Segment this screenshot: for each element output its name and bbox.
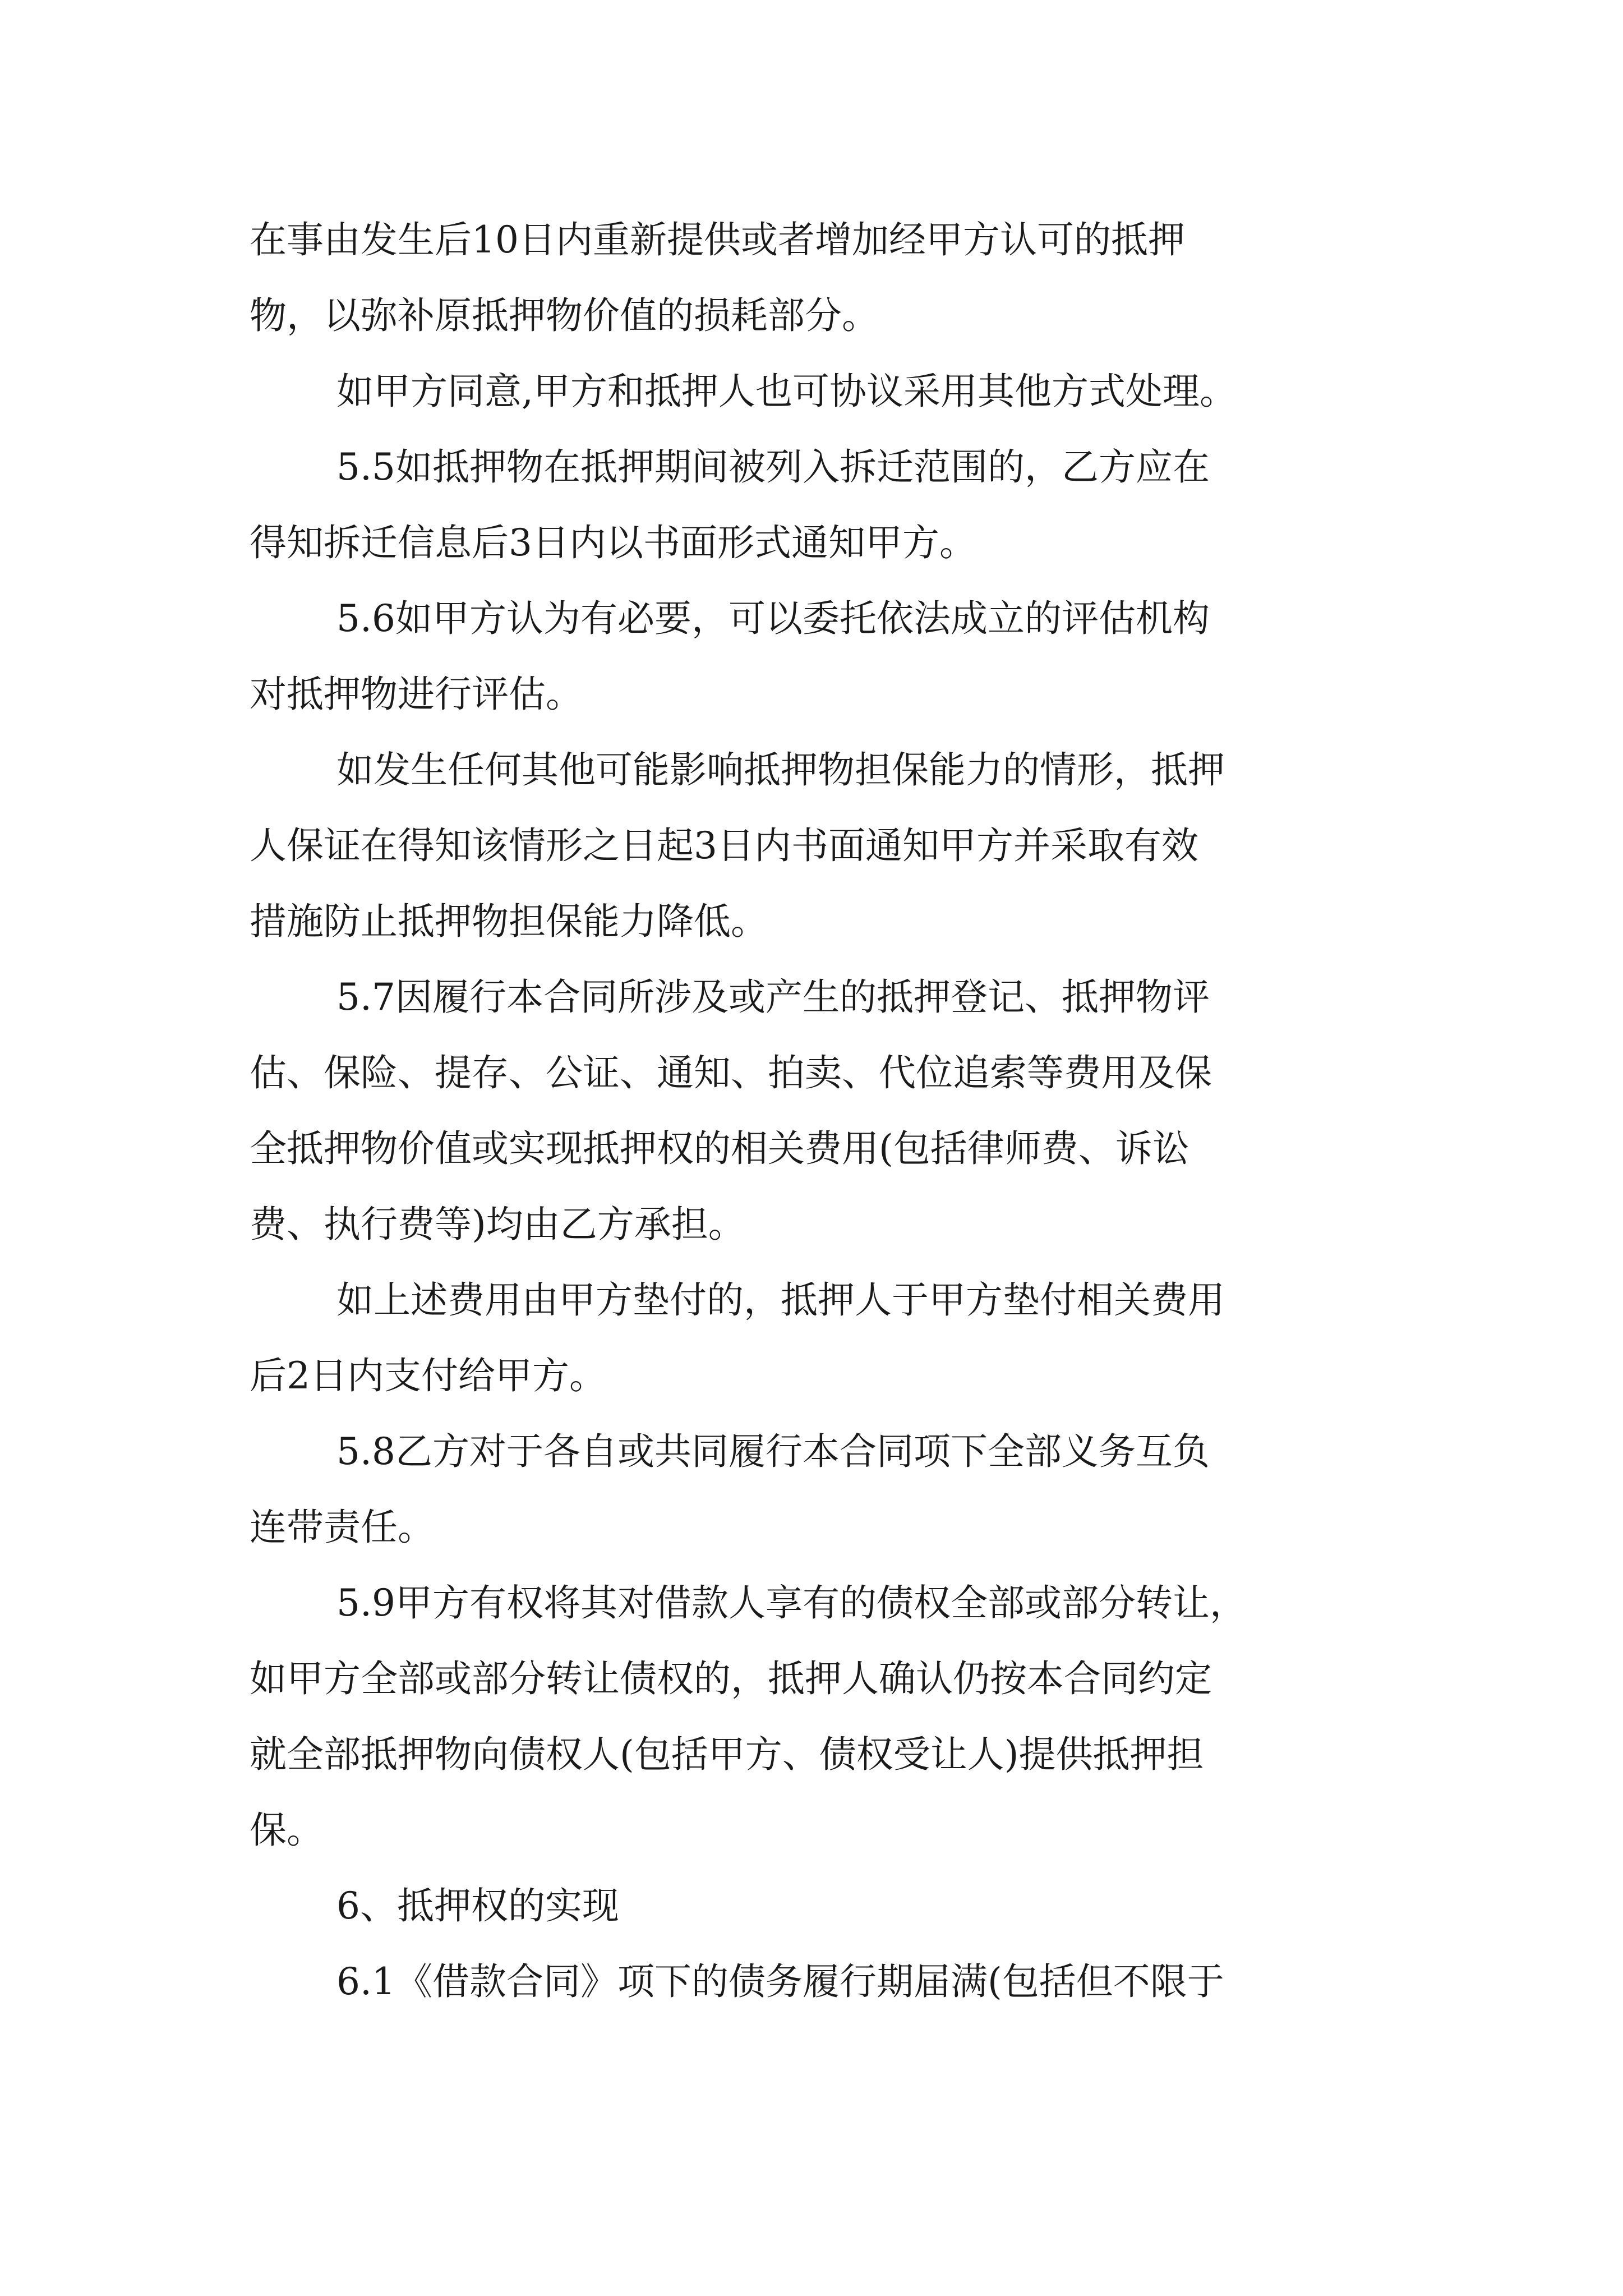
- text-line: 6.1《借款合同》项下的债务履行期届满(包括但不限于: [336, 1960, 1224, 2003]
- text-line: 费、执行费等)均由乙方承担。: [250, 1203, 745, 1246]
- text-line: 如甲方同意,甲方和抵押人也可协议采用其他方式处理。: [336, 370, 1237, 413]
- text-line: 估、保险、提存、公证、通知、拍卖、代位追索等费用及保: [250, 1051, 1212, 1094]
- text-line: 5.5如抵押物在抵押期间被列入拆迁范围的，乙方应在: [336, 445, 1210, 489]
- text-line: 保。: [250, 1809, 324, 1852]
- text-line: 就全部抵押物向债权人(包括甲方、债权受让人)提供抵押担: [250, 1733, 1204, 1776]
- text-line: 5.7因履行本合同所涉及或产生的抵押登记、抵押物评: [336, 976, 1210, 1019]
- text-line: 如发生任何其他可能影响抵押物担保能力的情形，抵押: [336, 748, 1225, 792]
- text-line: 物，以弥补原抵押物价值的损耗部分。: [250, 294, 879, 337]
- text-line: 5.6如甲方认为有必要，可以委托依法成立的评估机构: [336, 597, 1210, 640]
- text-line: 人保证在得知该情形之日起3日内书面通知甲方并采取有效: [250, 824, 1198, 867]
- section-heading: 6、抵押权的实现: [336, 1884, 619, 1927]
- text-line: 连带责任。: [250, 1506, 435, 1549]
- text-line: 全抵押物价值或实现抵押权的相关费用(包括律师费、诉讼: [250, 1127, 1189, 1170]
- text-line: 措施防止抵押物担保能力降低。: [250, 900, 768, 943]
- text-line: 对抵押物进行评估。: [250, 673, 583, 716]
- text-line: 5.8乙方对于各自或共同履行本合同项下全部义务互负: [336, 1430, 1210, 1473]
- text-line: 得知拆迁信息后3日内以书面形式通知甲方。: [250, 521, 976, 564]
- text-line: 5.9甲方有权将其对借款人享有的债权全部或部分转让，: [336, 1581, 1247, 1625]
- text-line: 如甲方全部或部分转让债权的，抵押人确认仍按本合同约定: [250, 1657, 1212, 1700]
- text-line: 在事由发生后10日内重新提供或者增加经甲方认可的抵押: [250, 218, 1185, 261]
- text-line: 如上述费用由甲方垫付的，抵押人于甲方垫付相关费用: [336, 1278, 1225, 1322]
- text-line: 后2日内支付给甲方。: [250, 1354, 606, 1397]
